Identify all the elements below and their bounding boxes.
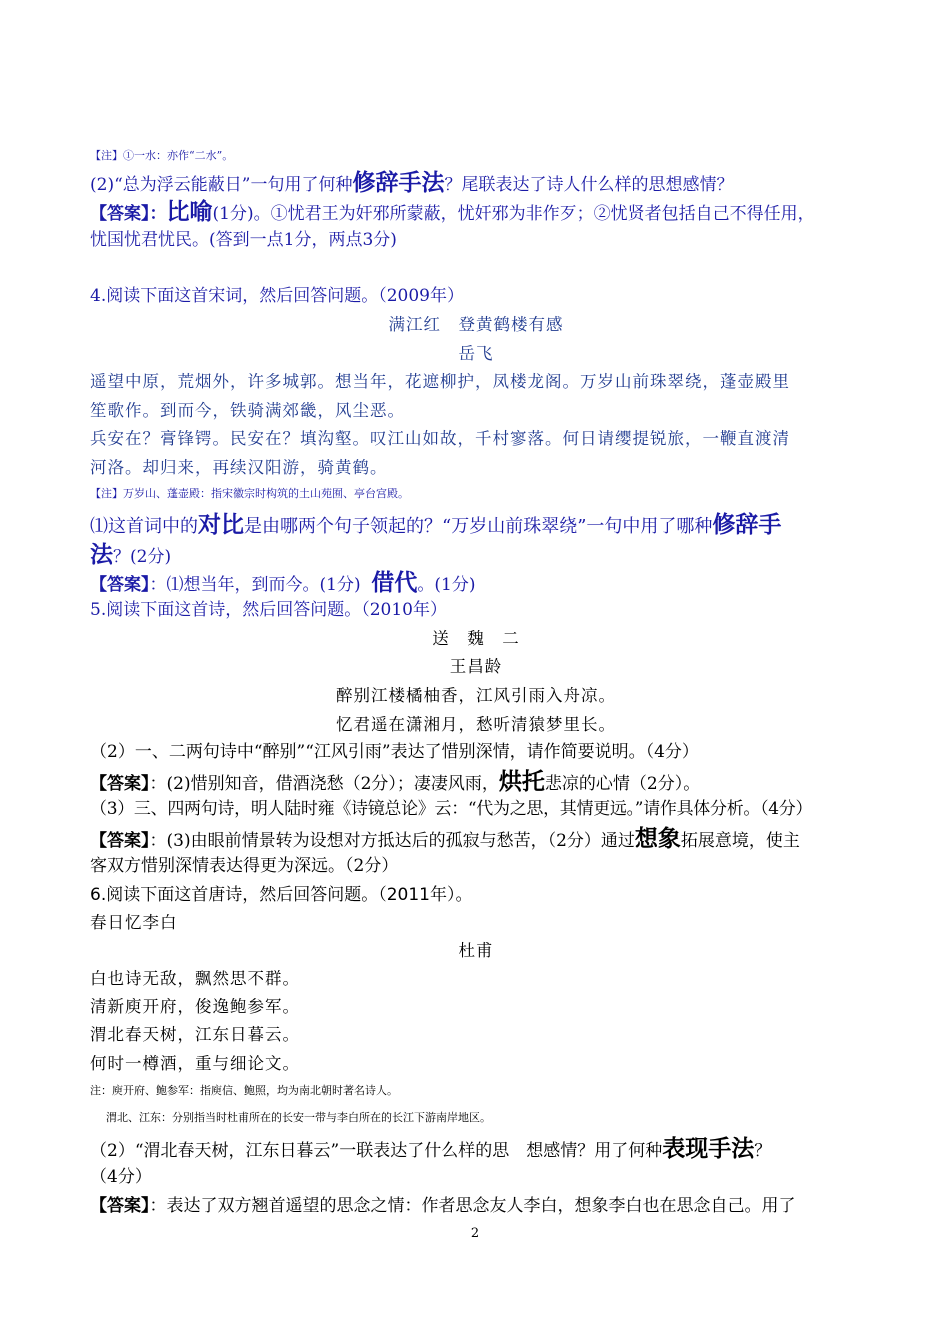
q6-question-pre: （2）“渭北春天树，江东日暮云”一联表达了什么样的思 想感情？用了何种 bbox=[90, 1141, 663, 1161]
q3-answer-keyword: 比喻 bbox=[166, 199, 213, 225]
q3-answer-text: (1分)。①忧君王为奸邪所蒙蔽，忧奸邪为非作歹；②忧贤者包括自己不得任用， bbox=[212, 204, 815, 224]
q4-question-line2 bbox=[90, 542, 862, 570]
q5-answer-2-pre: ：(2)惜别知音，借酒浇愁（2分）；凄凄风雨， bbox=[149, 774, 499, 794]
q5-poem-author: 王昌龄 bbox=[449, 657, 503, 676]
q4-poem-line: 河洛。却归来，再续汉阳游，骑黄鹤。 bbox=[90, 458, 388, 477]
q6-answer bbox=[90, 1193, 862, 1219]
q6-intro: 6.阅读下面这首唐诗，然后回答问题。（2011年）。 bbox=[90, 885, 473, 905]
q3-answer-line2: 忧国忧君忧民。(答到一点1分，两点3分) bbox=[90, 230, 397, 250]
q4-answer-text: ：⑴想当年，到而今。(1分) bbox=[149, 575, 361, 595]
q3-question-post: ？尾联表达了诗人什么样的思想感情？ bbox=[444, 175, 734, 195]
q3-answer bbox=[90, 199, 862, 227]
q4-question bbox=[90, 512, 862, 540]
q5-poem-title: 送 魏 二 bbox=[432, 629, 520, 648]
answer-label: 【答案】 bbox=[90, 831, 150, 851]
q4-poem-author: 岳飞 bbox=[458, 344, 494, 363]
q4-keyword-contrast: 对比 bbox=[198, 512, 244, 538]
q4-keyword-rhetoric: 修辞手 bbox=[712, 512, 782, 538]
q6-poem-line: 清新庾开府，俊逸鲍参军。 bbox=[90, 997, 300, 1016]
q4-poem-line: 遥望中原，荒烟外，许多城郭。想当年，花遮柳护，凤楼龙阁。万岁山前珠翠绕，蓬壶殿里 bbox=[90, 372, 790, 391]
q5-answer-2-keyword: 烘托 bbox=[498, 769, 545, 795]
q6-question-post: ？ bbox=[754, 1141, 772, 1161]
page-number: 2 bbox=[470, 1226, 480, 1241]
q3-question-pre: (2)“总为浮云能蔽日”一句用了何种 bbox=[90, 175, 353, 195]
q6-question bbox=[90, 1136, 862, 1164]
q6-note-2: 渭北、江东：分别指当时杜甫所在的长安一带与李白所在的长江下游南岸地区。 bbox=[106, 1111, 491, 1124]
q5-poem-line: 忆君遥在潇湘月，愁听清猿梦里长。 bbox=[336, 715, 616, 734]
q5-poem-line: 醉别江楼橘柚香，江风引雨入舟凉。 bbox=[336, 686, 616, 705]
q4-question-post: ？(2分) bbox=[113, 547, 172, 567]
q4-question-pre: ⑴这首词中的 bbox=[90, 516, 198, 537]
answer-label: 【答案】 bbox=[90, 774, 150, 794]
q5-answer-3-pre: ：(3)由眼前情景转为设想对方抵达后的孤寂与愁苦，（2分）通过 bbox=[149, 831, 635, 851]
q6-poem-author: 杜甫 bbox=[458, 941, 494, 960]
q5-answer-2 bbox=[90, 769, 862, 797]
answer-colon: ： bbox=[149, 204, 167, 224]
q6-poem-line: 渭北春天树，江东日暮云。 bbox=[90, 1025, 300, 1044]
q4-answer-keyword: 借代 bbox=[371, 570, 418, 596]
q4-poem-line: 兵安在？膏锋锷。民安在？填沟壑。叹江山如故，千村寥落。何日请缨提锐旅，一鞭直渡清 bbox=[90, 429, 790, 448]
q6-answer-text: ：表达了双方翘首遥望的思念之情：作者思念友人李白，想象李白也在思念自己。用了 bbox=[149, 1196, 796, 1216]
q3-keyword: 修辞手法 bbox=[352, 170, 445, 196]
answer-label: 【答案】 bbox=[90, 1196, 150, 1216]
q6-poem-title: 春日忆李白 bbox=[90, 913, 178, 932]
q6-keyword: 表现手法 bbox=[662, 1136, 755, 1162]
q4-note: 【注】万岁山、蓬壶殿：指宋徽宗时构筑的土山苑囿、亭台宫殿。 bbox=[90, 487, 409, 500]
q4-keyword-rhetoric-end: 法 bbox=[90, 542, 113, 568]
q4-poem-line: 笙歌作。到而今，铁骑满郊畿，风尘恶。 bbox=[90, 401, 405, 420]
q4-intro: 4.阅读下面这首宋词，然后回答问题。（2009年） bbox=[90, 286, 464, 306]
q5-answer-3-post: 拓展意境，使主 bbox=[680, 831, 800, 851]
answer-label: 【答案】 bbox=[90, 575, 150, 595]
q6-poem-line: 白也诗无敌，飘然思不群。 bbox=[90, 969, 300, 988]
q5-answer-3 bbox=[90, 826, 862, 854]
q5-answer-3-keyword: 想象 bbox=[634, 826, 681, 852]
q3-question bbox=[90, 170, 862, 198]
q5-question-2: （2）一、二两句诗中“醉别”“江风引雨”表达了惜别深情，请作简要说明。（4分） bbox=[90, 742, 699, 762]
q5-intro: 5.阅读下面这首诗，然后回答问题。（2010年） bbox=[90, 600, 447, 620]
note-yishui: 【注】①一水：亦作“二水”。 bbox=[90, 149, 234, 162]
q4-question-mid: 是由哪两个句子领起的？“万岁山前珠翠绕”一句中用了哪种 bbox=[244, 516, 713, 537]
q6-poem-line: 何时一樽酒，重与细论文。 bbox=[90, 1054, 300, 1073]
q5-question-3: （3）三、四两句诗，明人陆时雍《诗镜总论》云：“代为之思，其情更远。”请作具体分析。（4分） bbox=[90, 799, 813, 819]
q5-answer-3-line2: 客双方惜别深情表达得更为深远。（2分） bbox=[90, 856, 399, 876]
q5-answer-2-post: 悲凉的心情（2分）。 bbox=[544, 774, 701, 794]
q4-poem-title: 满江红 登黄鹤楼有感 bbox=[388, 315, 564, 334]
q6-question-line2: （4分） bbox=[90, 1167, 152, 1187]
answer-label: 【答案】 bbox=[90, 204, 150, 224]
q6-note-1: 注：庾开府、鲍参军：指庾信、鲍照，均为南北朝时著名诗人。 bbox=[90, 1084, 398, 1097]
q4-answer bbox=[90, 570, 862, 598]
q4-answer-end: 。(1分) bbox=[417, 575, 476, 595]
